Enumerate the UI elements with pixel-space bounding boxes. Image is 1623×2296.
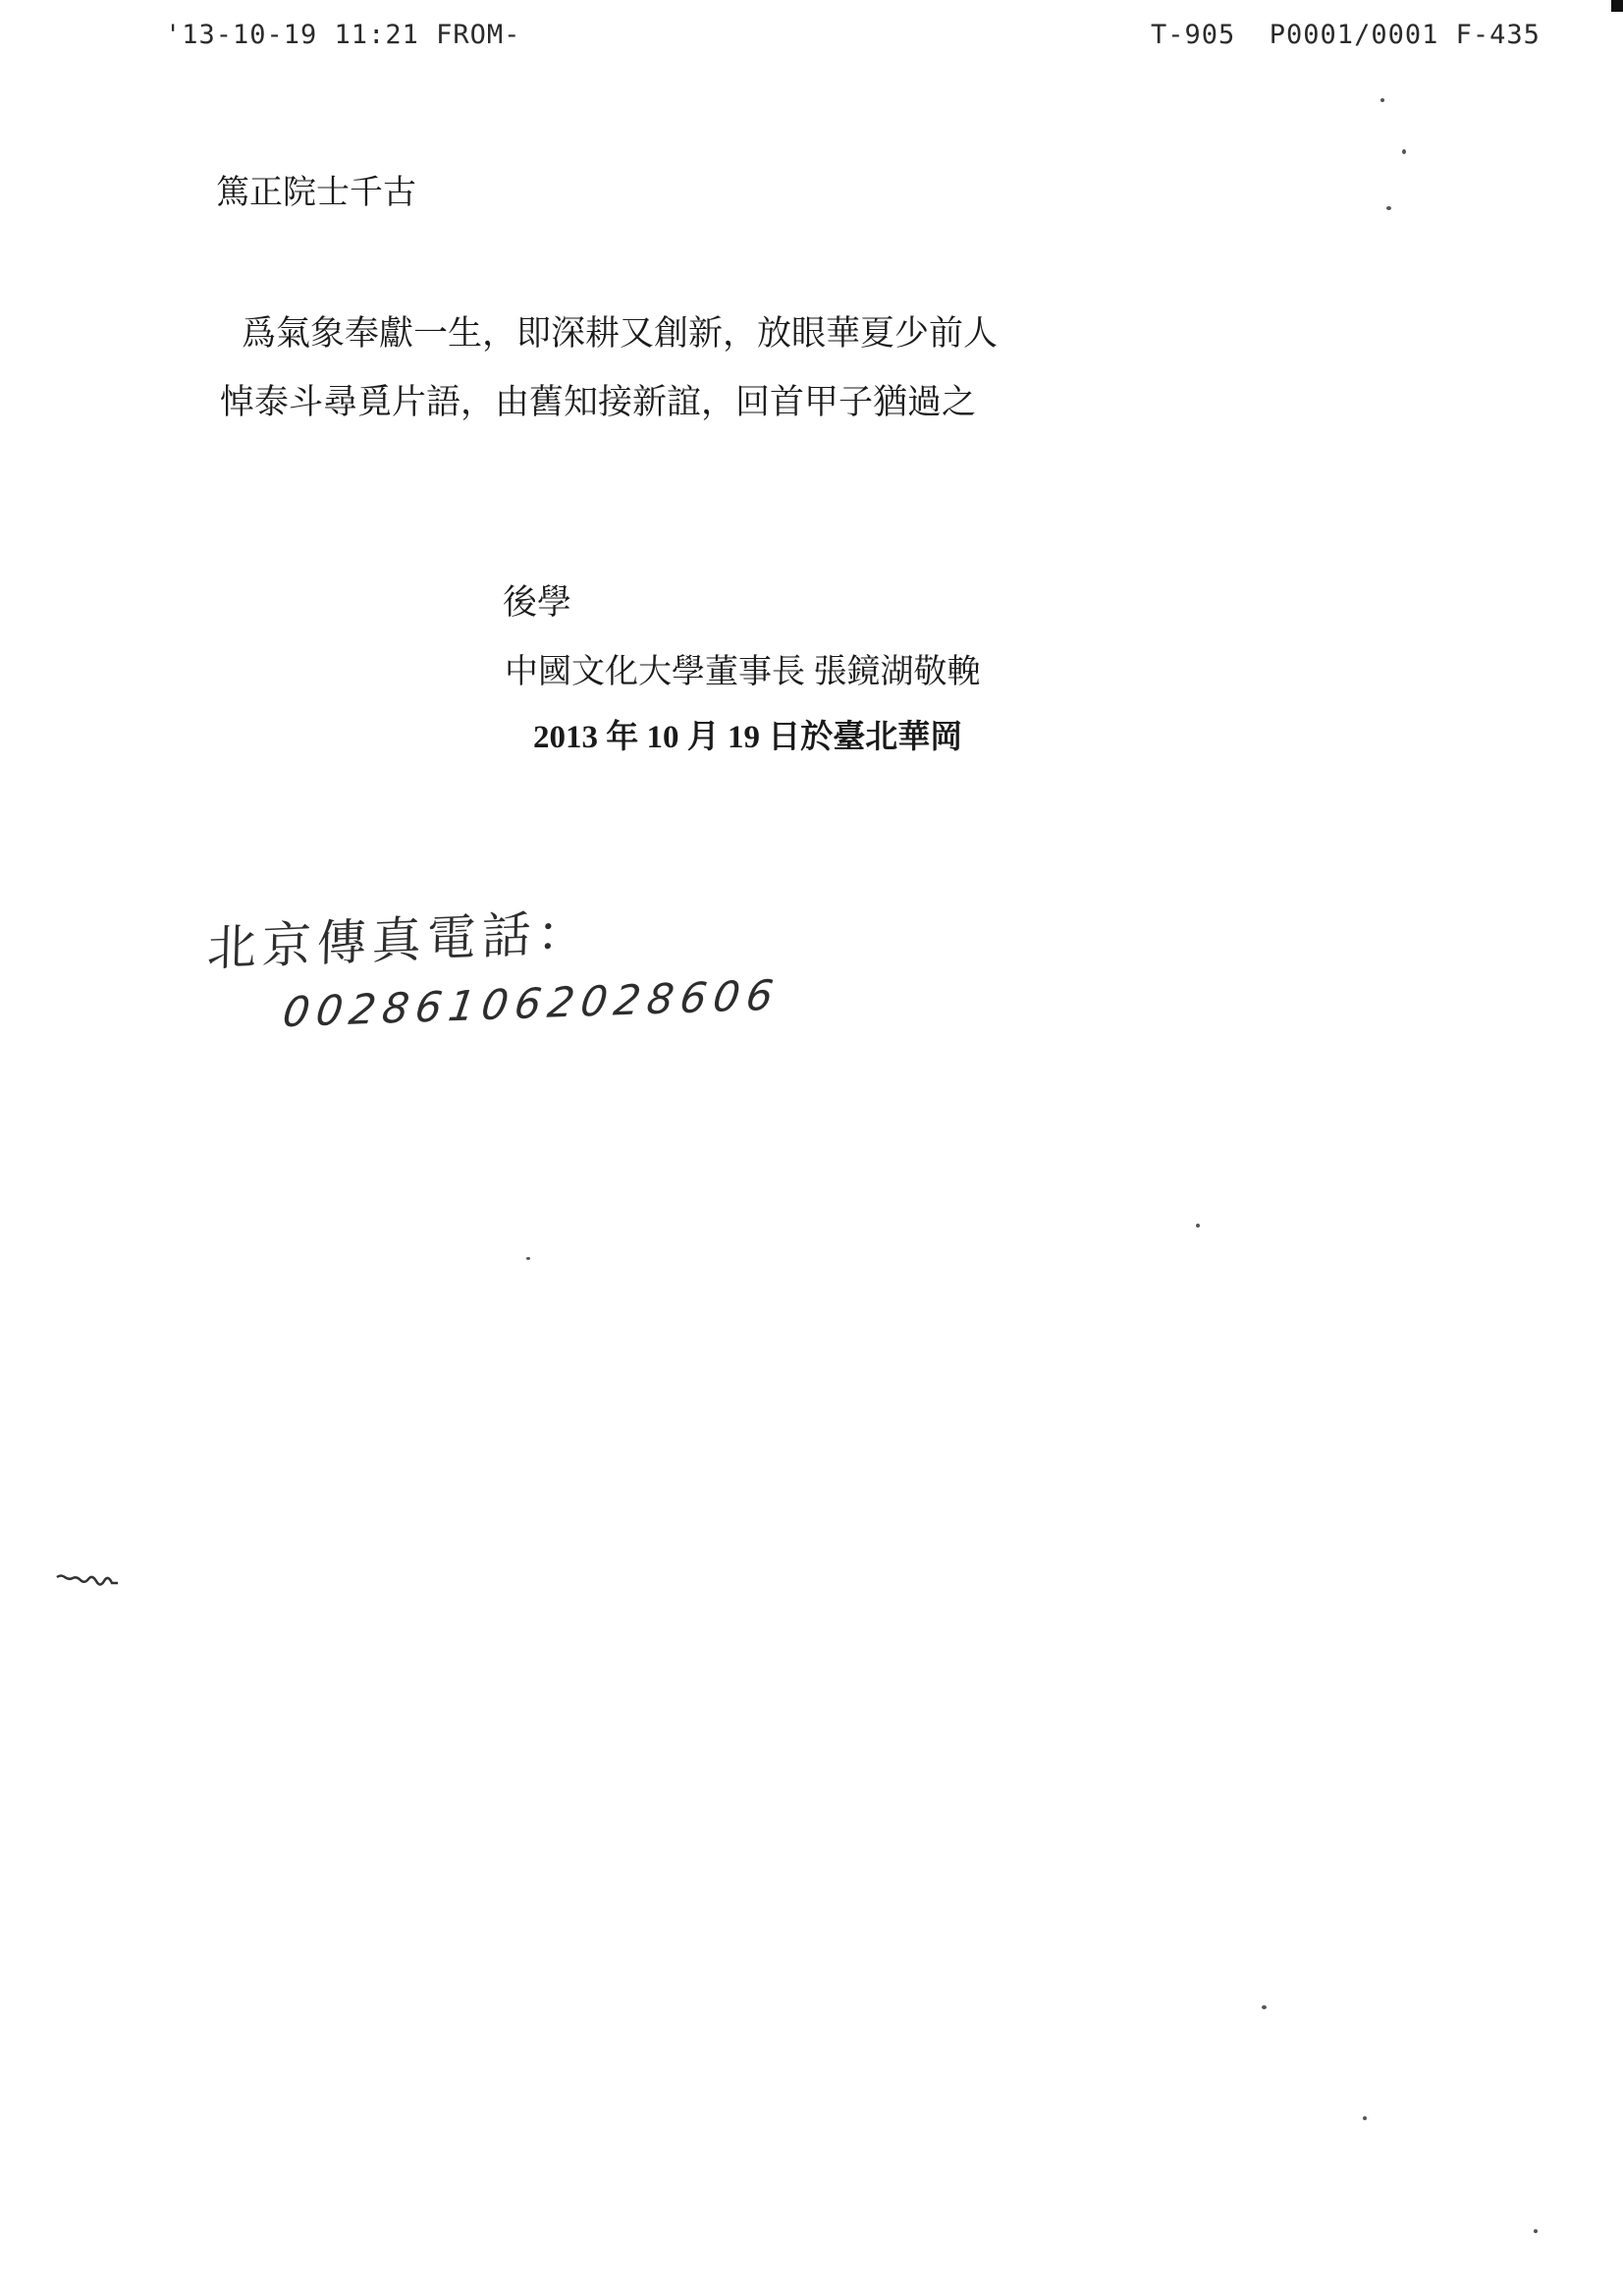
scan-speck [1363, 2116, 1367, 2120]
handwritten-beijing-fax-label: 北京傳真電話： [206, 902, 593, 978]
salutation: 篤正院士千古 [216, 175, 416, 211]
stray-pen-squiggle [55, 1571, 124, 1587]
scan-speck [1402, 149, 1406, 154]
scan-speck [526, 1257, 530, 1260]
scan-speck [1262, 2005, 1267, 2009]
fax-timestamp: '13-10-19 11:21 FROM- [165, 20, 521, 50]
scan-speck [1380, 98, 1384, 102]
scan-corner-mark [1611, 0, 1623, 12]
scan-speck [1534, 2229, 1538, 2233]
signoff-signature: 中國文化大學董事長 張鏡湖敬輓 [505, 654, 981, 690]
couplet-line-1: 爲氣象奉獻一生，即深耕又創新，放眼華夏少前人 [242, 314, 999, 353]
scan-speck [1386, 206, 1391, 210]
couplet-line-2: 悼泰斗尋覓片語，由舊知接新誼，回首甲子猶過之 [220, 383, 977, 421]
scan-speck [1196, 1224, 1200, 1228]
signoff-self-reference: 後學 [503, 583, 572, 622]
signoff-date-place: 2013 年 10 月 19 日於臺北華岡 [533, 720, 963, 755]
handwritten-fax-number: 002861062028606 [280, 970, 784, 1037]
fax-transmission-status: T-905 P0001/0001 F-435 [1151, 20, 1541, 50]
